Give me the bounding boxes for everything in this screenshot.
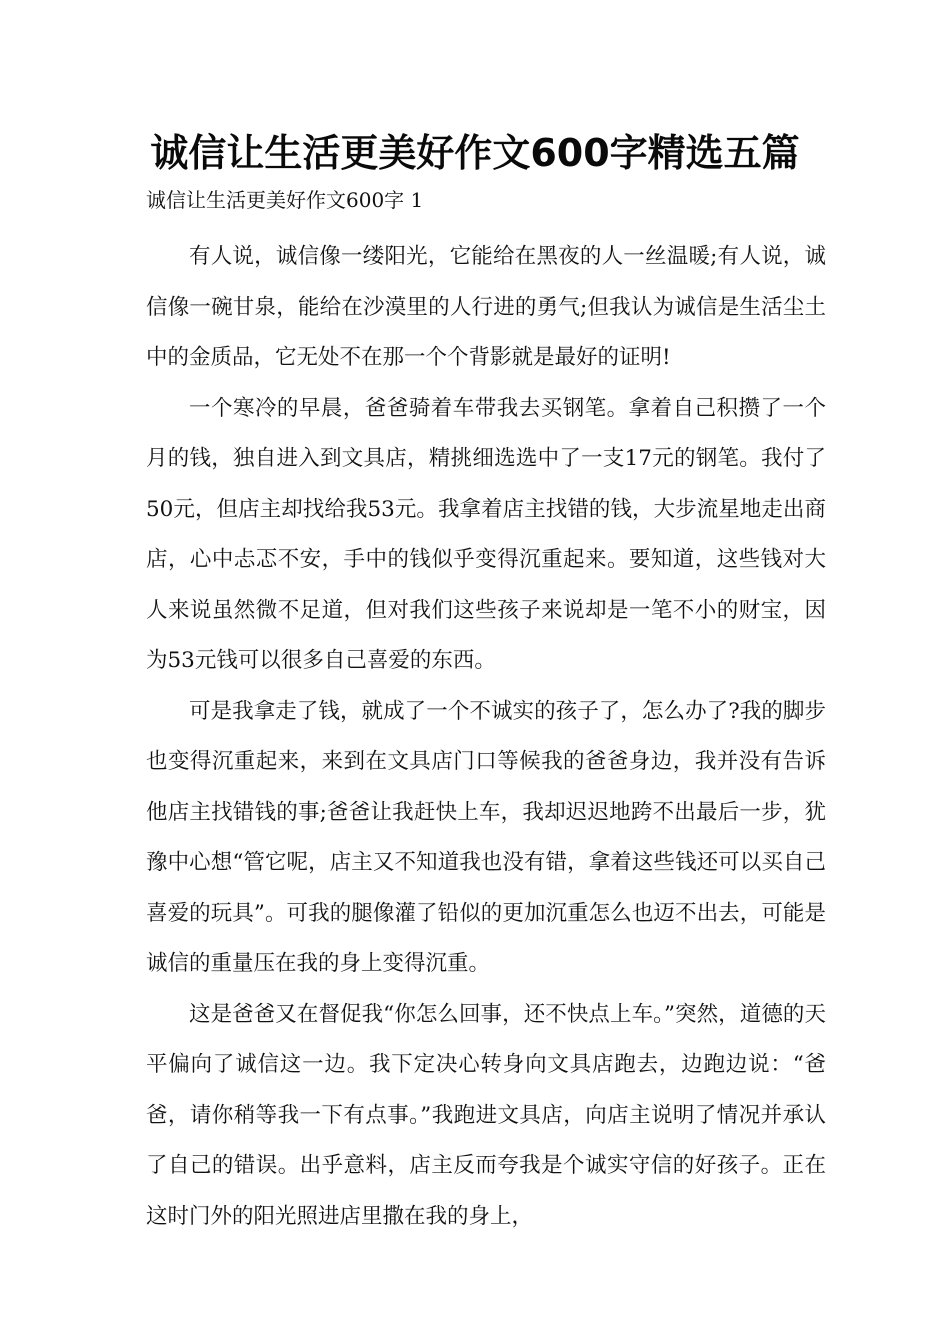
paragraph-1: 有人说，诚信像一缕阳光，它能给在黑夜的人一丝温暖;有人说，诚信像一碗甘泉，能给在沙漠里的人行进的勇气;但我认为诚信是生活尘土中的金质品，它无处不在那一个个背影就是最好的证明! (146, 244, 826, 370)
paragraph-3: 可是我拿走了钱，就成了一个不诚实的孩子了，怎么办了?我的脚步也变得沉重起来，来到在文具店门口等候我的爸爸身边，我并没有告诉他店主找错钱的事;爸爸让我赶快上车，我却迟迟地跨不出最后一步，犹豫中心想“管它呢，店主又不知道我也没有错，拿着这些钱还可以买自己喜爱的玩具”。可我的腿像灌了铅似的更加沉重怎么也迈不出去，可能是诚信的重量压在我的身上变得沉重。 (146, 698, 826, 976)
paragraph-2: 一个寒冷的早晨，爸爸骑着车带我去买钢笔。拿着自己积攒了一个月的钱，独自进入到文具店，精挑细选选中了一支17元的钢笔。我付了50元，但店主却找给我53元。我拿着店主找错的钱，大步流星地走出商店，心中忐忑不安，手中的钱似乎变得沉重起来。要知道，这些钱对大人来说虽然微不足道，但对我们这些孩子来说却是一笔不小的财宝，因为53元钱可以很多自己喜爱的东西。 (146, 395, 826, 673)
paragraph-4: 这是爸爸又在督促我“你怎么回事，还不快点上车。”突然，道德的天平偏向了诚信这一边。我下定决心转身向文具店跑去，边跑边说：“爸爸，请你稍等我一下有点事。”我跑进文具店，向店主说明了情况并承认了自己的错误。出乎意料，店主反而夸我是个诚实守信的好孩子。正在这时门外的阳光照进店里撒在我的身上， (146, 1001, 826, 1229)
document-subtitle: 诚信让生活更美好作文600字 1 (146, 188, 424, 212)
document-body (146, 232, 826, 1242)
document-title: 诚信让生活更美好作文600字精选五篇 (150, 131, 800, 175)
